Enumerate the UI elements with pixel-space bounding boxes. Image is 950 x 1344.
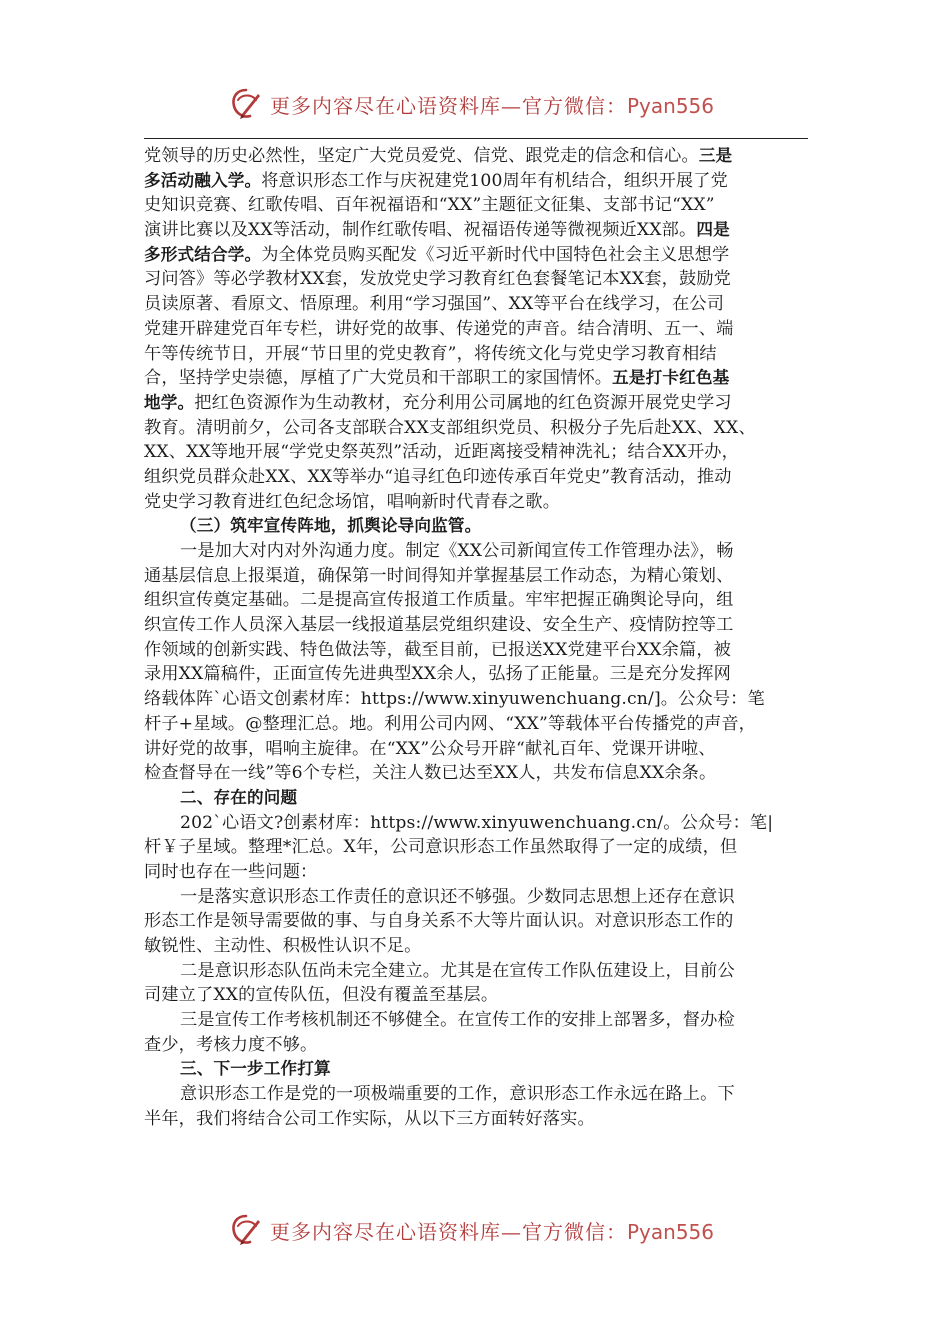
text-run: 202`心语文?创素材库：https://www.xinyuwenchuang.cn/。公众号：笔| [180,812,774,833]
bold-phrase: 地学。 [144,392,195,412]
bold-phrase: 五是打卡红色基 [612,368,730,388]
text-line [144,638,810,663]
text-line [144,885,810,910]
text-run: 二是意识形态队伍尚未完全建立。尤其是在宣传工作队伍建设上，目前公 [180,960,735,981]
text-line [144,737,810,762]
header-divider [144,138,808,139]
text-line [144,169,810,194]
section-heading: （三）筑牢宣传阵地，抓舆论导向监管。 [180,516,482,536]
text-line [144,909,810,934]
text-run: 半年，我们将结合公司工作实际，从以下三方面转好落实。 [144,1108,595,1129]
text-run: XX、XX等地开展“学党史祭英烈”活动，近距离接受精神洗礼；结合XX开办， [144,442,739,463]
text-line [144,193,810,218]
text-line [144,811,810,836]
text-line [144,588,810,613]
text-run: 杆子+星域。@整理汇总。地。利用公司内网、“XX”等载体平台传播党的声音， [144,713,756,734]
text-run: 录用XX篇稿件，正面宣传先进典型XX余人，弘扬了正能量。三是充分发挥网 [144,664,732,685]
text-line [144,835,810,860]
bold-phrase: 三是 [698,146,733,165]
text-line [144,267,810,292]
bold-phrase: 四是 [696,220,730,240]
text-run: 杆￥子星域。整理*汇总。X年，公司意识形态工作虽然取得了一定的成绩，但 [144,837,738,858]
text-run: 合，坚持学史崇德，厚植了广大党员和干部职工的家国情怀。 [144,368,613,389]
watermark-text: 更多内容尽在心语资料库—官方微信：Pyan556 [270,93,715,118]
text-line [144,662,810,687]
text-run: 络载体阵`心语文创素材库：https://www.xinyuwenchuang.cn/]。公众号：笔 [144,689,765,710]
text-line [144,465,810,490]
text-line [144,366,810,391]
bold-phrase: 多活动融入学。 [144,170,262,190]
text-run: 习问答》等必学教材XX套，发放党史学习教育红色套餐笔记本XX套，鼓励党 [144,269,732,290]
text-line [144,144,810,169]
watermark-text: 更多内容尽在心语资料库—官方微信：Pyan556 [270,1219,715,1244]
text-run: 敏锐性、主动性、积极性认识不足。 [144,936,422,956]
text-line [144,440,810,465]
text-run: 党领导的历史必然性，坚定广大党员爱党、信党、跟党走的信念和信心。 [144,146,699,166]
text-run: 通基层信息上报渠道，确保第一时间得知并掌握基层工作动态，为精心策划、 [144,565,734,586]
text-line [144,1107,810,1132]
text-run: 党史学习教育进红色纪念场馆，唱响新时代青春之歌。 [144,491,561,512]
text-line [144,564,810,589]
text-line [144,860,810,885]
text-run: 教育。清明前夕，公司各支部联合XX支部组织党员、积极分子先后赴XX、XX、 [144,417,756,438]
text-line [144,959,810,984]
text-line [144,490,810,515]
text-line [144,539,810,564]
text-run: 党建开辟建党百年专栏，讲好党的故事、传递党的声音。结合清明、五一、端 [144,318,734,339]
text-line [144,613,810,638]
text-line [144,934,810,959]
text-run: 员读原著、看原文、悟原理。利用“学习强国”、XX等平台在线学习，在公司 [144,294,725,315]
text-run: 作领域的创新实践、特色做法等，截至目前，已报送XX党建平台XX余篇，被 [144,639,732,660]
text-run: 一是加大对内对外沟通力度。制定《XX公司新闻宣传工作管理办法》，畅 [180,541,734,561]
text-run: 组织宣传奠定基础。二是提高宣传报道工作质量。牢牢把握正确舆论导向，组 [144,590,734,611]
text-line [144,416,810,441]
pen-swirl-logo-icon [228,86,264,122]
document-body [144,144,810,1132]
text-line [144,1082,810,1107]
text-run: 意识形态工作是党的一项极端重要的工作，意识形态工作永远在路上。下 [180,1084,735,1105]
text-run: 午等传统节日，开展“节日里的党史教育”，将传统文化与党史学习教育相结 [144,343,717,364]
text-run: 织宣传工作人员深入基层一线报道基层党组织建设、安全生产、疫情防控等工 [144,615,734,636]
text-run: 同时也存在一些问题： [144,861,318,882]
text-line [144,687,810,712]
text-run: 组织党员群众赴XX、XX等举办“追寻红色印迹传承百年党史”教育活动，推动 [144,466,732,487]
text-line [144,317,810,342]
text-line [144,218,810,243]
pen-swirl-logo-icon [228,1212,264,1248]
text-line [144,761,810,786]
text-run: 演讲比赛以及XX等活动，制作红歌传唱、祝福语传递等微视频近XX部。 [144,220,697,241]
text-line [144,983,810,1008]
text-run: 史知识竞赛、红歌传唱、百年祝福语和“XX”主题征文征集、支部书记“XX” [144,195,715,216]
text-line [144,391,810,416]
text-line [144,1008,810,1033]
footer-watermark [0,1210,950,1250]
section-heading: 二、存在的问题 [180,787,298,807]
text-run: 把红色资源作为生动教材，充分利用公司属地的红色资源开展党史学习 [194,392,732,413]
text-line [144,292,810,317]
section-heading: 三、下一步工作打算 [180,1059,331,1079]
header-watermark [0,84,950,124]
bold-phrase: 多形式结合学。 [144,244,262,264]
text-run: 讲好党的故事，唱响主旋律。在“XX”公众号开辟“献礼百年、党课开讲啦、 [144,738,716,759]
text-run: 查少，考核力度不够。 [144,1034,318,1055]
text-run: 为全体党员购买配发《习近平新时代中国特色社会主义思想学 [261,244,730,265]
text-run: 三是宣传工作考核机制还不够健全。在宣传工作的安排上部署多，督办检 [180,1010,735,1031]
text-line [144,1033,810,1058]
text-run: 形态工作是领导需要做的事、与自身关系不大等片面认识。对意识形态工作的 [144,911,734,932]
text-line [144,712,810,737]
text-line [144,243,810,268]
text-line [144,342,810,367]
text-run: 一是落实意识形态工作责任的意识还不够强。少数同志思想上还存在意识 [180,886,735,907]
text-run: 司建立了XX的宣传队伍，但没有覆盖至基层。 [144,985,499,1006]
text-run: 将意识形态工作与庆祝建党100周年有机结合，组织开展了党 [261,170,728,191]
text-run: 检查督导在一线”等6个专栏，关注人数已达至XX人，共发布信息XX余条。 [144,763,717,784]
